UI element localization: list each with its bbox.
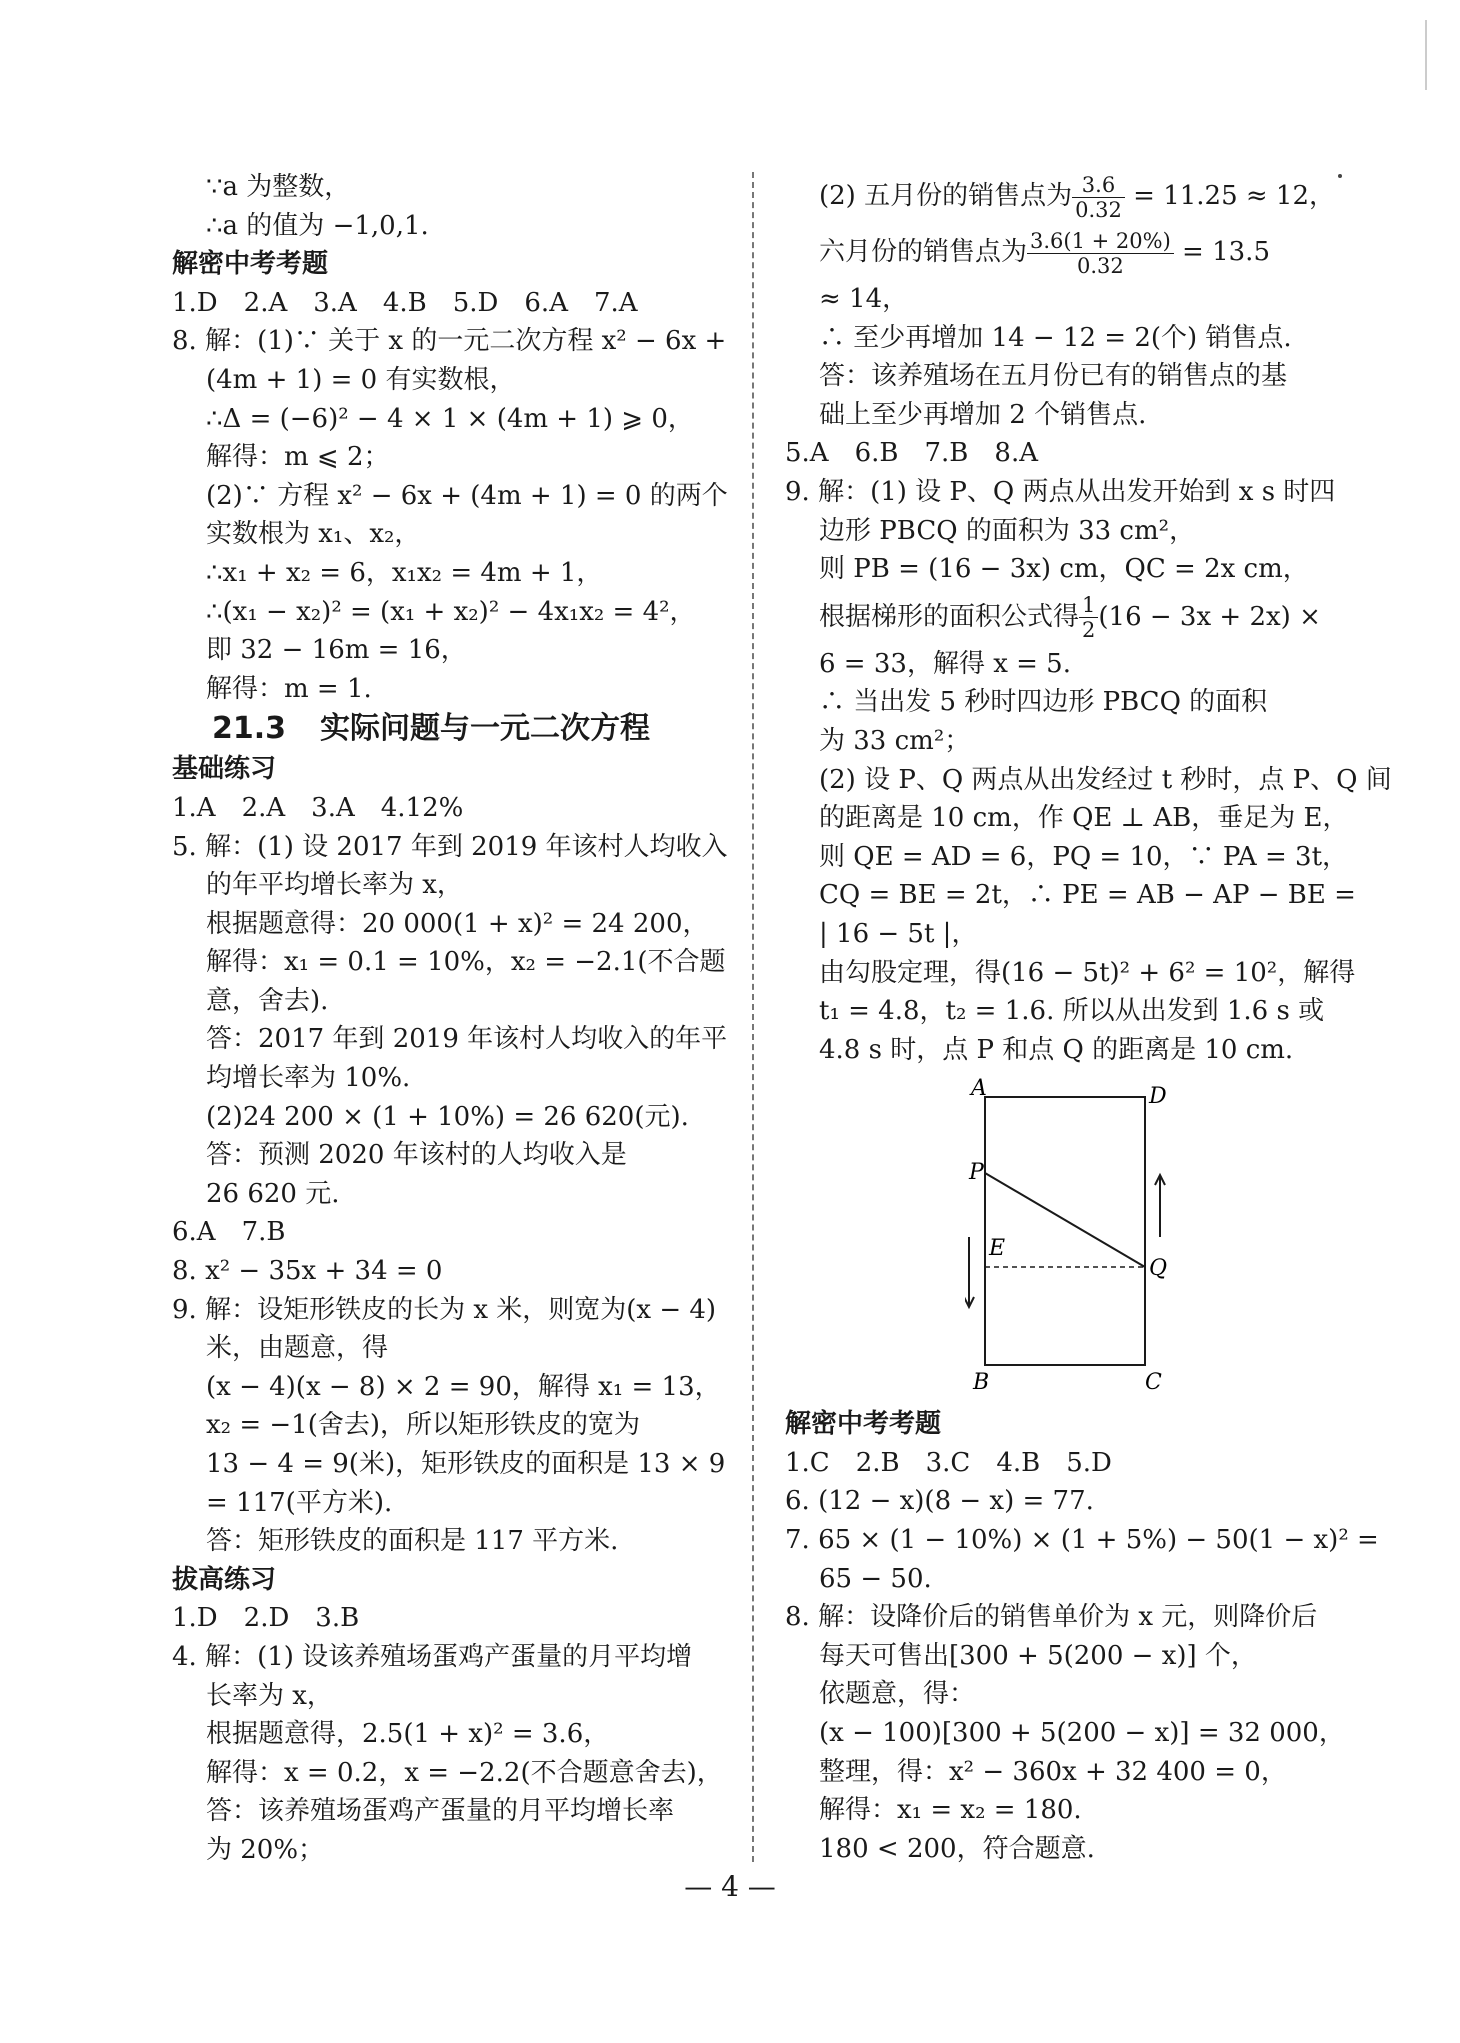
text-line: 4.8 s 时，点 P 和点 Q 的距离是 10 cm.: [819, 1034, 1294, 1065]
left-column: [172, 168, 742, 1870]
left-lines-group: [172, 168, 742, 708]
label-p: P: [969, 1160, 984, 1186]
text-line: 8. 解：设降价后的销售单价为 x 元，则降价后: [785, 1602, 1318, 1633]
page-number: — 4 —: [684, 1870, 776, 1903]
text-line: 6. (12 − x)(8 − x) = 77.: [785, 1486, 1094, 1517]
text-line: 8. 解：(1)∵ 关于 x 的一元二次方程 x² − 6x +: [172, 326, 727, 357]
trapezoid-line: [785, 589, 1345, 645]
label-a: A: [971, 1077, 987, 1102]
text-line: (2) 设 P、Q 两点从出发经过 t 秒时，点 P、Q 间: [819, 764, 1392, 795]
text-line: 每天可售出[300 + 5(200 − x)] 个，: [819, 1640, 1257, 1671]
june-prefix: 六月份的销售点为: [819, 237, 1028, 267]
text-line: ∵a 为整数，: [206, 172, 351, 202]
trap-prefix: 根据梯形的面积公式得: [819, 601, 1080, 632]
text-line: 4. 解：(1) 设该养殖场蛋鸡产蛋量的月平均增: [172, 1641, 693, 1672]
text-line: 实数根为 x₁、x₂，: [206, 519, 421, 550]
rectangle-diagram: [965, 1077, 1175, 1397]
half-fraction-num: 1: [1079, 593, 1098, 618]
may-suffix: = 11.25 ≈ 12，: [1124, 181, 1336, 211]
may-prefix: (2) 五月份的销售点为: [819, 181, 1073, 211]
text-line: 解得：m ⩽ 2；: [206, 442, 390, 473]
text-line: 边形 PBCQ 的面积为 33 cm²，: [819, 515, 1196, 546]
text-line: 整理，得：x² − 360x + 32 400 = 0，: [819, 1756, 1287, 1787]
half-fraction: [1079, 593, 1098, 642]
june-fraction-num: 3.6(1 + 20%): [1027, 229, 1174, 254]
text-line: 的年平均增长率为 x，: [206, 870, 463, 901]
text-line: 8. x² − 35x + 34 = 0: [172, 1256, 443, 1287]
text-line: 9. 解：设矩形铁皮的长为 x 米，则宽为(x − 4): [172, 1294, 717, 1325]
text-line: (2)∵ 方程 x² − 6x + (4m + 1) = 0 的两个: [206, 480, 728, 511]
text-line: 5. 解：(1) 设 2017 年到 2019 年该村人均收入: [172, 831, 728, 862]
text-line: | 16 − 5t |，: [819, 918, 978, 949]
text-line: 180 < 200，符合题意.: [819, 1833, 1095, 1864]
text-line: 长率为 x，: [206, 1680, 333, 1711]
text-line: ∴Δ = (−6)² − 4 × 1 × (4m + 1) ⩾ 0，: [206, 403, 694, 434]
text-line: 答：预测 2020 年该村的人均收入是: [206, 1140, 627, 1171]
text-line: 依题意，得：: [819, 1679, 976, 1710]
text-line: 5.A 6.B 7.B 8.A: [785, 438, 1038, 469]
label-e: E: [989, 1236, 1006, 1262]
may-fraction-den: 0.32: [1075, 197, 1122, 222]
may-fraction: [1072, 173, 1125, 222]
text-line: 解得：x = 0.2，x = −2.2(不合题意舍去)，: [206, 1757, 723, 1788]
text-line: 根据题意得，2.5(1 + x)² = 3.6，: [206, 1719, 610, 1750]
label-b: B: [973, 1370, 990, 1396]
text-line: CQ = BE = 2t，∴ PE = AB − AP − BE =: [819, 880, 1356, 911]
text-line: 答：矩形铁皮的面积是 117 平方米.: [206, 1526, 619, 1557]
text-line: ∴a 的值为 −1,0,1.: [206, 210, 429, 241]
text-line: 即 32 − 16m = 16，: [206, 635, 467, 666]
text-line: 1.D 2.A 3.A 4.B 5.D 6.A 7.A: [172, 287, 638, 318]
text-line: 7. 65 × (1 − 10%) × (1 + 5%) − 50(1 − x)² =: [785, 1525, 1379, 1556]
text-line: 26 620 元.: [206, 1178, 340, 1209]
text-line: 答：该养殖场在五月份已有的销售点的基: [819, 361, 1288, 392]
text-line: ∴ 至少再增加 14 − 12 = 2(个) 销售点.: [819, 322, 1292, 353]
label-c: C: [1145, 1370, 1162, 1396]
right-lines-group-a: [785, 280, 1345, 589]
text-line: 13 − 4 = 9(米)，矩形铁皮的面积是 13 × 9: [206, 1449, 726, 1479]
section-heading: 拔高练习: [172, 1564, 277, 1595]
text-line: 础上至少再增加 2 个销售点.: [819, 399, 1147, 430]
trap-suffix: (16 − 3x + 2x) ×: [1098, 601, 1321, 632]
text-line: 6 = 33，解得 x = 5.: [819, 648, 1071, 679]
text-line: 的距离是 10 cm，作 QE ⊥ AB，垂足为 E，: [819, 803, 1349, 834]
label-q: Q: [1149, 1256, 1168, 1282]
text-line: 1.A 2.A 3.A 4.12%: [172, 792, 464, 823]
text-line: 解得：x₁ = x₂ = 180.: [819, 1795, 1082, 1826]
june-suffix: = 13.5: [1173, 237, 1270, 267]
text-line: (x − 4)(x − 8) × 2 = 90，解得 x₁ = 13，: [206, 1371, 721, 1402]
section-title: [172, 708, 742, 750]
section-heading: 基础练习: [172, 754, 277, 785]
text-line: ∴x₁ + x₂ = 6，x₁x₂ = 4m + 1，: [206, 557, 603, 588]
text-line: 答：2017 年到 2019 年该村人均收入的年平: [206, 1024, 728, 1055]
text-line: 均增长率为 10%.: [206, 1063, 411, 1094]
text-line: 65 − 50.: [819, 1563, 932, 1594]
half-fraction-den: 2: [1082, 618, 1096, 643]
text-line: = 117(平方米).: [206, 1487, 393, 1518]
text-line: 则 PB = (16 − 3x) cm，QC = 2x cm，: [819, 554, 1309, 585]
text-line: 1.D 2.D 3.B: [172, 1603, 360, 1634]
right-column: [785, 168, 1392, 1868]
rectangle-figure: [965, 1077, 1175, 1397]
text-line: (4m + 1) = 0 有实数根，: [206, 364, 516, 395]
june-sales-line: [785, 224, 1345, 280]
section-number: 21.3: [212, 711, 287, 747]
section-heading: 解密中考考题: [785, 1409, 942, 1440]
text-line: 为 33 cm²；: [819, 725, 971, 756]
right-lines-group-b: [785, 645, 1392, 1070]
text-line: 由勾股定理，得(16 − 5t)² + 6² = 10²，解得: [819, 957, 1356, 988]
may-fraction-num: 3.6: [1072, 173, 1125, 198]
text-line: 根据题意得：20 000(1 + x)² = 24 200，: [206, 908, 709, 939]
right-lines-group-c: [785, 1405, 1379, 1868]
left-lines-group-2: [172, 750, 742, 1869]
text-line: ∴(x₁ − x₂)² = (x₁ + x₂)² − 4x₁x₂ = 4²，: [206, 596, 696, 627]
column-divider: [752, 172, 754, 1862]
label-d: D: [1149, 1084, 1167, 1110]
text-line: 1.C 2.B 3.C 4.B 5.D: [785, 1447, 1112, 1478]
text-line: x₂ = −1(舍去)，所以矩形铁皮的宽为: [206, 1410, 641, 1441]
text-line: ∴ 当出发 5 秒时四边形 PBCQ 的面积: [819, 687, 1268, 718]
text-line: 则 QE = AD = 6，PQ = 10，∵ PA = 3t，: [819, 841, 1349, 872]
rectangle-abcd: [985, 1097, 1145, 1365]
section-title-text: 实际问题与一元二次方程: [320, 711, 651, 747]
text-line: 6.A 7.B: [172, 1217, 286, 1248]
text-line: t₁ = 4.8，t₂ = 1.6. 所以从出发到 1.6 s 或: [819, 996, 1325, 1027]
text-line: 9. 解：(1) 设 P、Q 两点从出发开始到 x s 时四: [785, 476, 1336, 507]
text-line: 解得：m = 1.: [206, 673, 372, 704]
may-sales-line: [785, 168, 1345, 224]
text-line: (x − 100)[300 + 5(200 − x)] = 32 000，: [819, 1718, 1345, 1749]
segment-pq: [985, 1173, 1145, 1267]
section-heading: 解密中考考题: [172, 249, 329, 280]
text-line: (2)24 200 × (1 + 10%) = 26 620(元).: [206, 1101, 689, 1132]
page-crease: [1425, 20, 1427, 90]
text-line: 为 20%；: [206, 1834, 325, 1865]
text-line: ≈ 14，: [819, 284, 909, 314]
text-line: 答：该养殖场蛋鸡产蛋量的月平均增长率: [206, 1796, 675, 1827]
text-line: 解得：x₁ = 0.1 = 10%，x₂ = −2.1(不合题: [206, 947, 726, 978]
june-fraction-den: 0.32: [1077, 253, 1124, 278]
june-fraction: [1027, 229, 1174, 278]
text-line: 意，舍去).: [206, 985, 329, 1016]
text-line: 米，由题意，得: [206, 1333, 389, 1364]
